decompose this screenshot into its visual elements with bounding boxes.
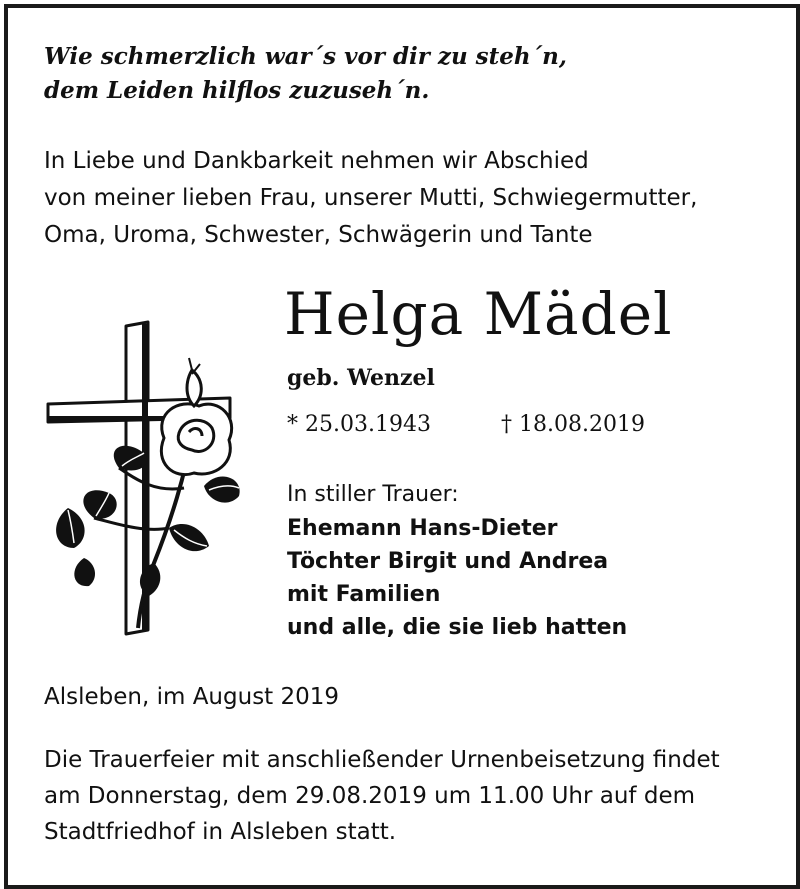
verse-line: dem Leiden hilflos zuzuseh´n.: [44, 77, 430, 104]
place-date: Alsleben, im August 2019: [44, 684, 340, 710]
mourning-heading: In stiller Trauer:: [287, 482, 459, 507]
mourner-line: Töchter Birgit und Andrea: [287, 549, 609, 574]
intro-text: [44, 143, 784, 254]
birth-name: geb. Wenzel: [287, 365, 435, 391]
ceremony-line: Stadtfriedhof in Alsleben statt.: [44, 819, 397, 845]
verse-line: Wie schmerzlich war´s vor dir zu steh´n,: [44, 43, 567, 70]
death-date: † 18.08.2019: [501, 412, 645, 437]
mourner-line: mit Familien: [287, 582, 441, 607]
mourners-list: [287, 512, 747, 644]
verse: [44, 40, 744, 108]
cross-with-rose-icon: [44, 318, 244, 638]
ceremony-line: am Donnerstag, dem 29.08.2019 um 11.00 Uhr auf dem: [44, 783, 695, 809]
intro-line: von meiner lieben Frau, unserer Mutti, Schwiegermutter,: [44, 185, 698, 211]
life-dates: [287, 407, 645, 443]
intro-line: In Liebe und Dankbarkeit nehmen wir Abschied: [44, 148, 589, 174]
deceased-name: Helga Mädel: [284, 280, 673, 348]
mourner-line: Ehemann Hans-Dieter: [287, 516, 558, 541]
ceremony-line: Die Trauerfeier mit anschließender Urnenbeisetzung findet: [44, 747, 720, 773]
intro-line: Oma, Uroma, Schwester, Schwägerin und Tante: [44, 222, 593, 248]
mourner-line: und alle, die sie lieb hatten: [287, 615, 628, 640]
birth-date: * 25.03.1943: [287, 412, 431, 437]
ceremony-info: [44, 742, 784, 850]
